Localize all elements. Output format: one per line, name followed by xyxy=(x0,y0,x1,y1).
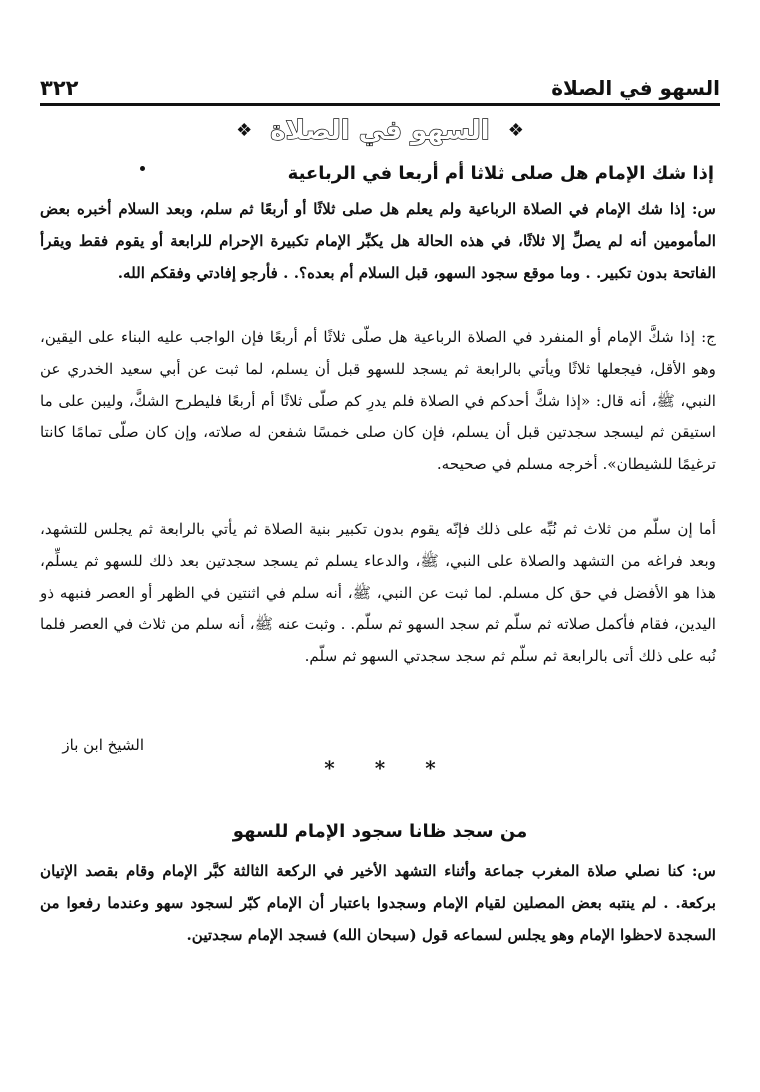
ornament-right-icon: ❖ xyxy=(507,120,524,141)
section-1-answer-paragraph-2: أما إن سلّم من ثلاث ثم نُبِّه على ذلك فإنّه يقوم بدون تكبير بنية الصلاة ثم يأتي بالرابعة ثم يجلس للتشهد، وبعد فراغه من التشهد والصلاة على النبي، ﷺ، والدعاء يسلم ثم يسجد سجدتين بعد ذلك للسهو ثم يسلِّم، هذا هو الأفضل في حق كل مسلم. لما ثبت عن النبي، ﷺ، أنه سلم في اثنتين في الظهر أو العصر فنبهه ذو اليدين، فقام فأكمل صلاته ثم سلّم ثم سجد السهو ثم سلّم. . وثبت عنه ﷺ، أنه سلم من ثلاث في العصر فلما نُبه على ذلك أتى بالرابعة ثم سلّم ثم سجد سجدتي السهو ثم سلّم. xyxy=(40,520,716,666)
section-1-answer-block xyxy=(40,322,716,481)
section-1-question: س: إذا شك الإمام في الصلاة الرباعية ولم يعلم هل صلى ثلاثًا أو أربعًا ثم سلم، وبعد السلام أخبره بعض المأمومين أنه لم يصلِّ إلا ثلاثًا، في هذه الحالة هل يكبِّر الإمام تكبيرة الإحرام للرابعة أو يقوم فقط ويقرأ الفاتحة بدون تكبير. . وما موقع سجود السهو، قبل السلام أم بعده؟. . فأرجو إفادتي وفقكم الله. xyxy=(40,200,716,282)
ornament-left-icon: ❖ xyxy=(236,120,253,141)
dot-mark xyxy=(140,166,145,171)
section-2-question-block xyxy=(40,856,716,951)
section-1-title: إذا شك الإمام هل صلى ثلاثا أم أربعا في الرباعية xyxy=(287,163,714,184)
header-rule xyxy=(40,103,720,106)
running-head-title: السهو في الصلاة xyxy=(551,76,720,100)
section-2-question: س: كنا نصلي صلاة المغرب جماعة وأثناء التشهد الأخير في الركعة الثالثة كبَّر الإمام وقام بقصد الإتيان بركعة. . لم ينتبه بعض المصلين لقيام الإمام وسجدوا باعتبار أن الإمام كبّر لسجود سهو وعندما رفعوا من السجدة لاحظوا الإمام وهو يجلس لسماعه قول (سبحان الله) فسجد الإمام سجدتين. xyxy=(40,862,716,944)
section-1-answer-block-2 xyxy=(40,514,716,673)
signature: الشيخ ابن باز xyxy=(62,736,144,754)
separator-star: * xyxy=(425,756,436,780)
chapter-heading xyxy=(0,110,760,152)
section-1-question-block xyxy=(40,194,716,289)
section-2-title: من سجد ظانا سجود الإمام للسهو xyxy=(232,821,528,842)
separator-star: * xyxy=(324,756,335,780)
separator-star: * xyxy=(374,756,386,780)
page-number: ٣٢٢ xyxy=(40,76,79,100)
section-1-answer-paragraph-1: ج: إذا شكَّ الإمام أو المنفرد في الصلاة الرباعية هل صلّى ثلاثًا أم أربعًا فإن الواجب عليه البناء على اليقين، وهو الأقل، فيجعلها ثلاثًا ويأتي بالرابعة ثم يسجد للسهو قبل أن يسلم، لما ثبت عن أبي سعيد الخدري عن النبي، ﷺ، أنه قال: «إذا شكَّ أحدكم في الصلاة فلم يدرِ كم صلّى ثلاثًا أم أربعًا فليطرح الشكَّ، وليبن على ما استيقن ثم ليسجد سجدتين قبل أن يسلم، فإن كان صلى خمسًا شفعن له صلاته، وإن كان صلّى تمامًا كانتا ترغيمًا للشيطان». أخرجه مسلم في صحيحه. xyxy=(40,328,716,474)
separator xyxy=(0,748,760,788)
chapter-title: السهو في الصلاة xyxy=(270,116,490,146)
running-head xyxy=(40,66,720,102)
